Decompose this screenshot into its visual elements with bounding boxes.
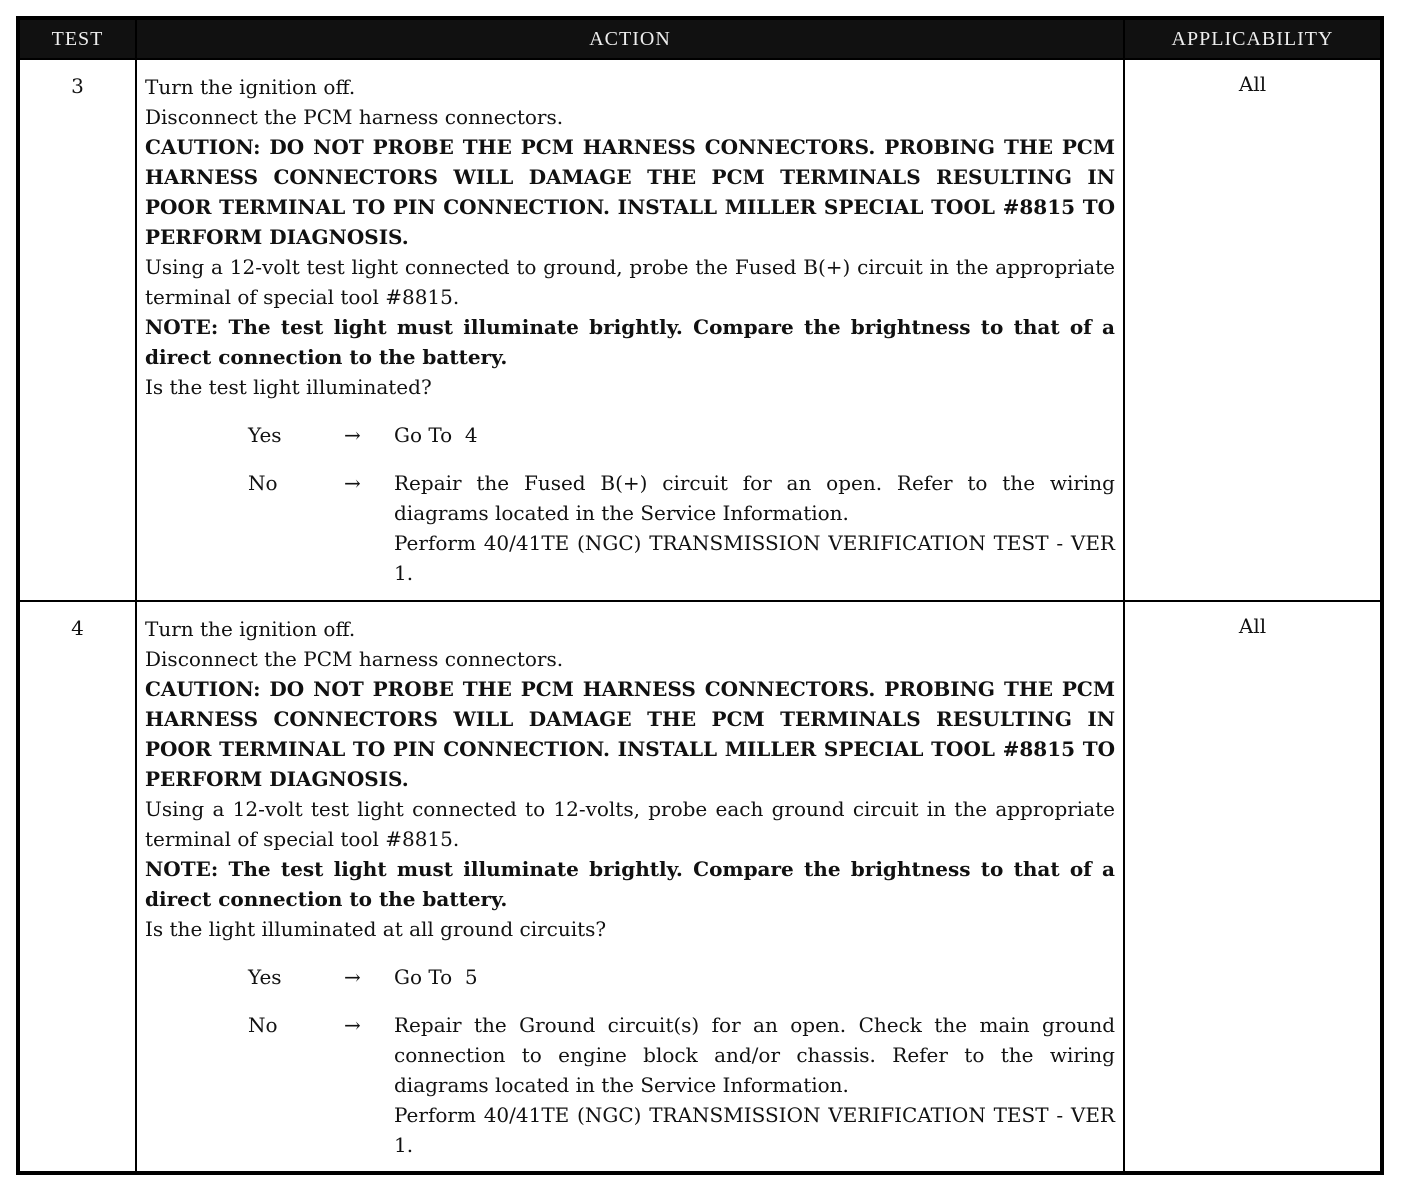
note-text: NOTE: The test light must illuminate brightly. Compare the brightness to that of a direct connection to the battery. (145, 857, 1115, 911)
no-label: No (248, 1013, 278, 1037)
yes-label: Yes (248, 965, 282, 989)
question-text: Is the light illuminated at all ground circuits? (145, 917, 607, 941)
yes-branch (248, 420, 1115, 450)
header-test: TEST (18, 18, 136, 59)
table-row (18, 601, 1382, 1173)
applicability-cell: All (1124, 601, 1382, 1173)
no-label: No (248, 471, 278, 495)
step-text: Using a 12-volt test light connected to ground, probe the Fused B(+) circuit in the appropriate terminal of special tool #8815. (145, 255, 1115, 309)
table-header-row (18, 18, 1382, 59)
header-action: ACTION (136, 18, 1124, 59)
applicability-cell: All (1124, 59, 1382, 601)
yes-result: Go To 4 (394, 423, 478, 447)
no-result-text: Repair the Ground circuit(s) for an open. Check the main ground connection to engine block and/or chassis. Refer to the wiring diagrams located in the Service Information. (394, 1013, 1115, 1097)
caution-text: CAUTION: DO NOT PROBE THE PCM HARNESS CONNECTORS. PROBING THE PCM HARNESS CONNECTORS WILL DAMAGE THE PCM TERMINALS RESULTING IN POOR TERMINAL TO PIN CONNECTION. INSTALL MILLER SPECIAL TOOL #8815 TO PERFORM DIAGNOSIS. (145, 135, 1115, 249)
step-text: Disconnect the PCM harness connectors. (145, 647, 564, 671)
right-arrow-icon: → (344, 471, 361, 495)
note-text: NOTE: The test light must illuminate brightly. Compare the brightness to that of a direct connection to the battery. (145, 315, 1115, 369)
no-result (394, 468, 1115, 588)
yes-label: Yes (248, 423, 282, 447)
step-text: Using a 12-volt test light connected to 12-volts, probe each ground circuit in the appropriate terminal of special tool #8815. (145, 797, 1115, 851)
caution-text: CAUTION: DO NOT PROBE THE PCM HARNESS CONNECTORS. PROBING THE PCM HARNESS CONNECTORS WILL DAMAGE THE PCM TERMINALS RESULTING IN POOR TERMINAL TO PIN CONNECTION. INSTALL MILLER SPECIAL TOOL #8815 TO PERFORM DIAGNOSIS. (145, 677, 1115, 791)
header-applicability: APPLICABILITY (1124, 18, 1382, 59)
table-row (18, 59, 1382, 601)
no-branch (248, 468, 1115, 588)
test-number: 4 (18, 601, 136, 1173)
no-result-text: Repair the Fused B(+) circuit for an open. Refer to the wiring diagrams located in the Service Information. (394, 471, 1115, 525)
right-arrow-icon: → (344, 965, 361, 989)
step-text: Disconnect the PCM harness connectors. (145, 105, 564, 129)
perform-text: Perform 40/41TE (NGC) TRANSMISSION VERIFICATION TEST - VER 1. (394, 1103, 1115, 1157)
test-number: 3 (18, 59, 136, 601)
no-branch (248, 1010, 1115, 1160)
yes-branch (248, 962, 1115, 992)
right-arrow-icon: → (344, 423, 361, 447)
diagnostic-table (16, 16, 1384, 1175)
no-result (394, 1010, 1115, 1160)
step-text: Turn the ignition off. (145, 617, 356, 641)
right-arrow-icon: → (344, 1013, 361, 1037)
action-cell (136, 59, 1124, 601)
step-text: Turn the ignition off. (145, 75, 356, 99)
perform-text: Perform 40/41TE (NGC) TRANSMISSION VERIFICATION TEST - VER 1. (394, 531, 1115, 585)
question-text: Is the test light illuminated? (145, 375, 432, 399)
action-cell (136, 601, 1124, 1173)
yes-result: Go To 5 (394, 965, 478, 989)
